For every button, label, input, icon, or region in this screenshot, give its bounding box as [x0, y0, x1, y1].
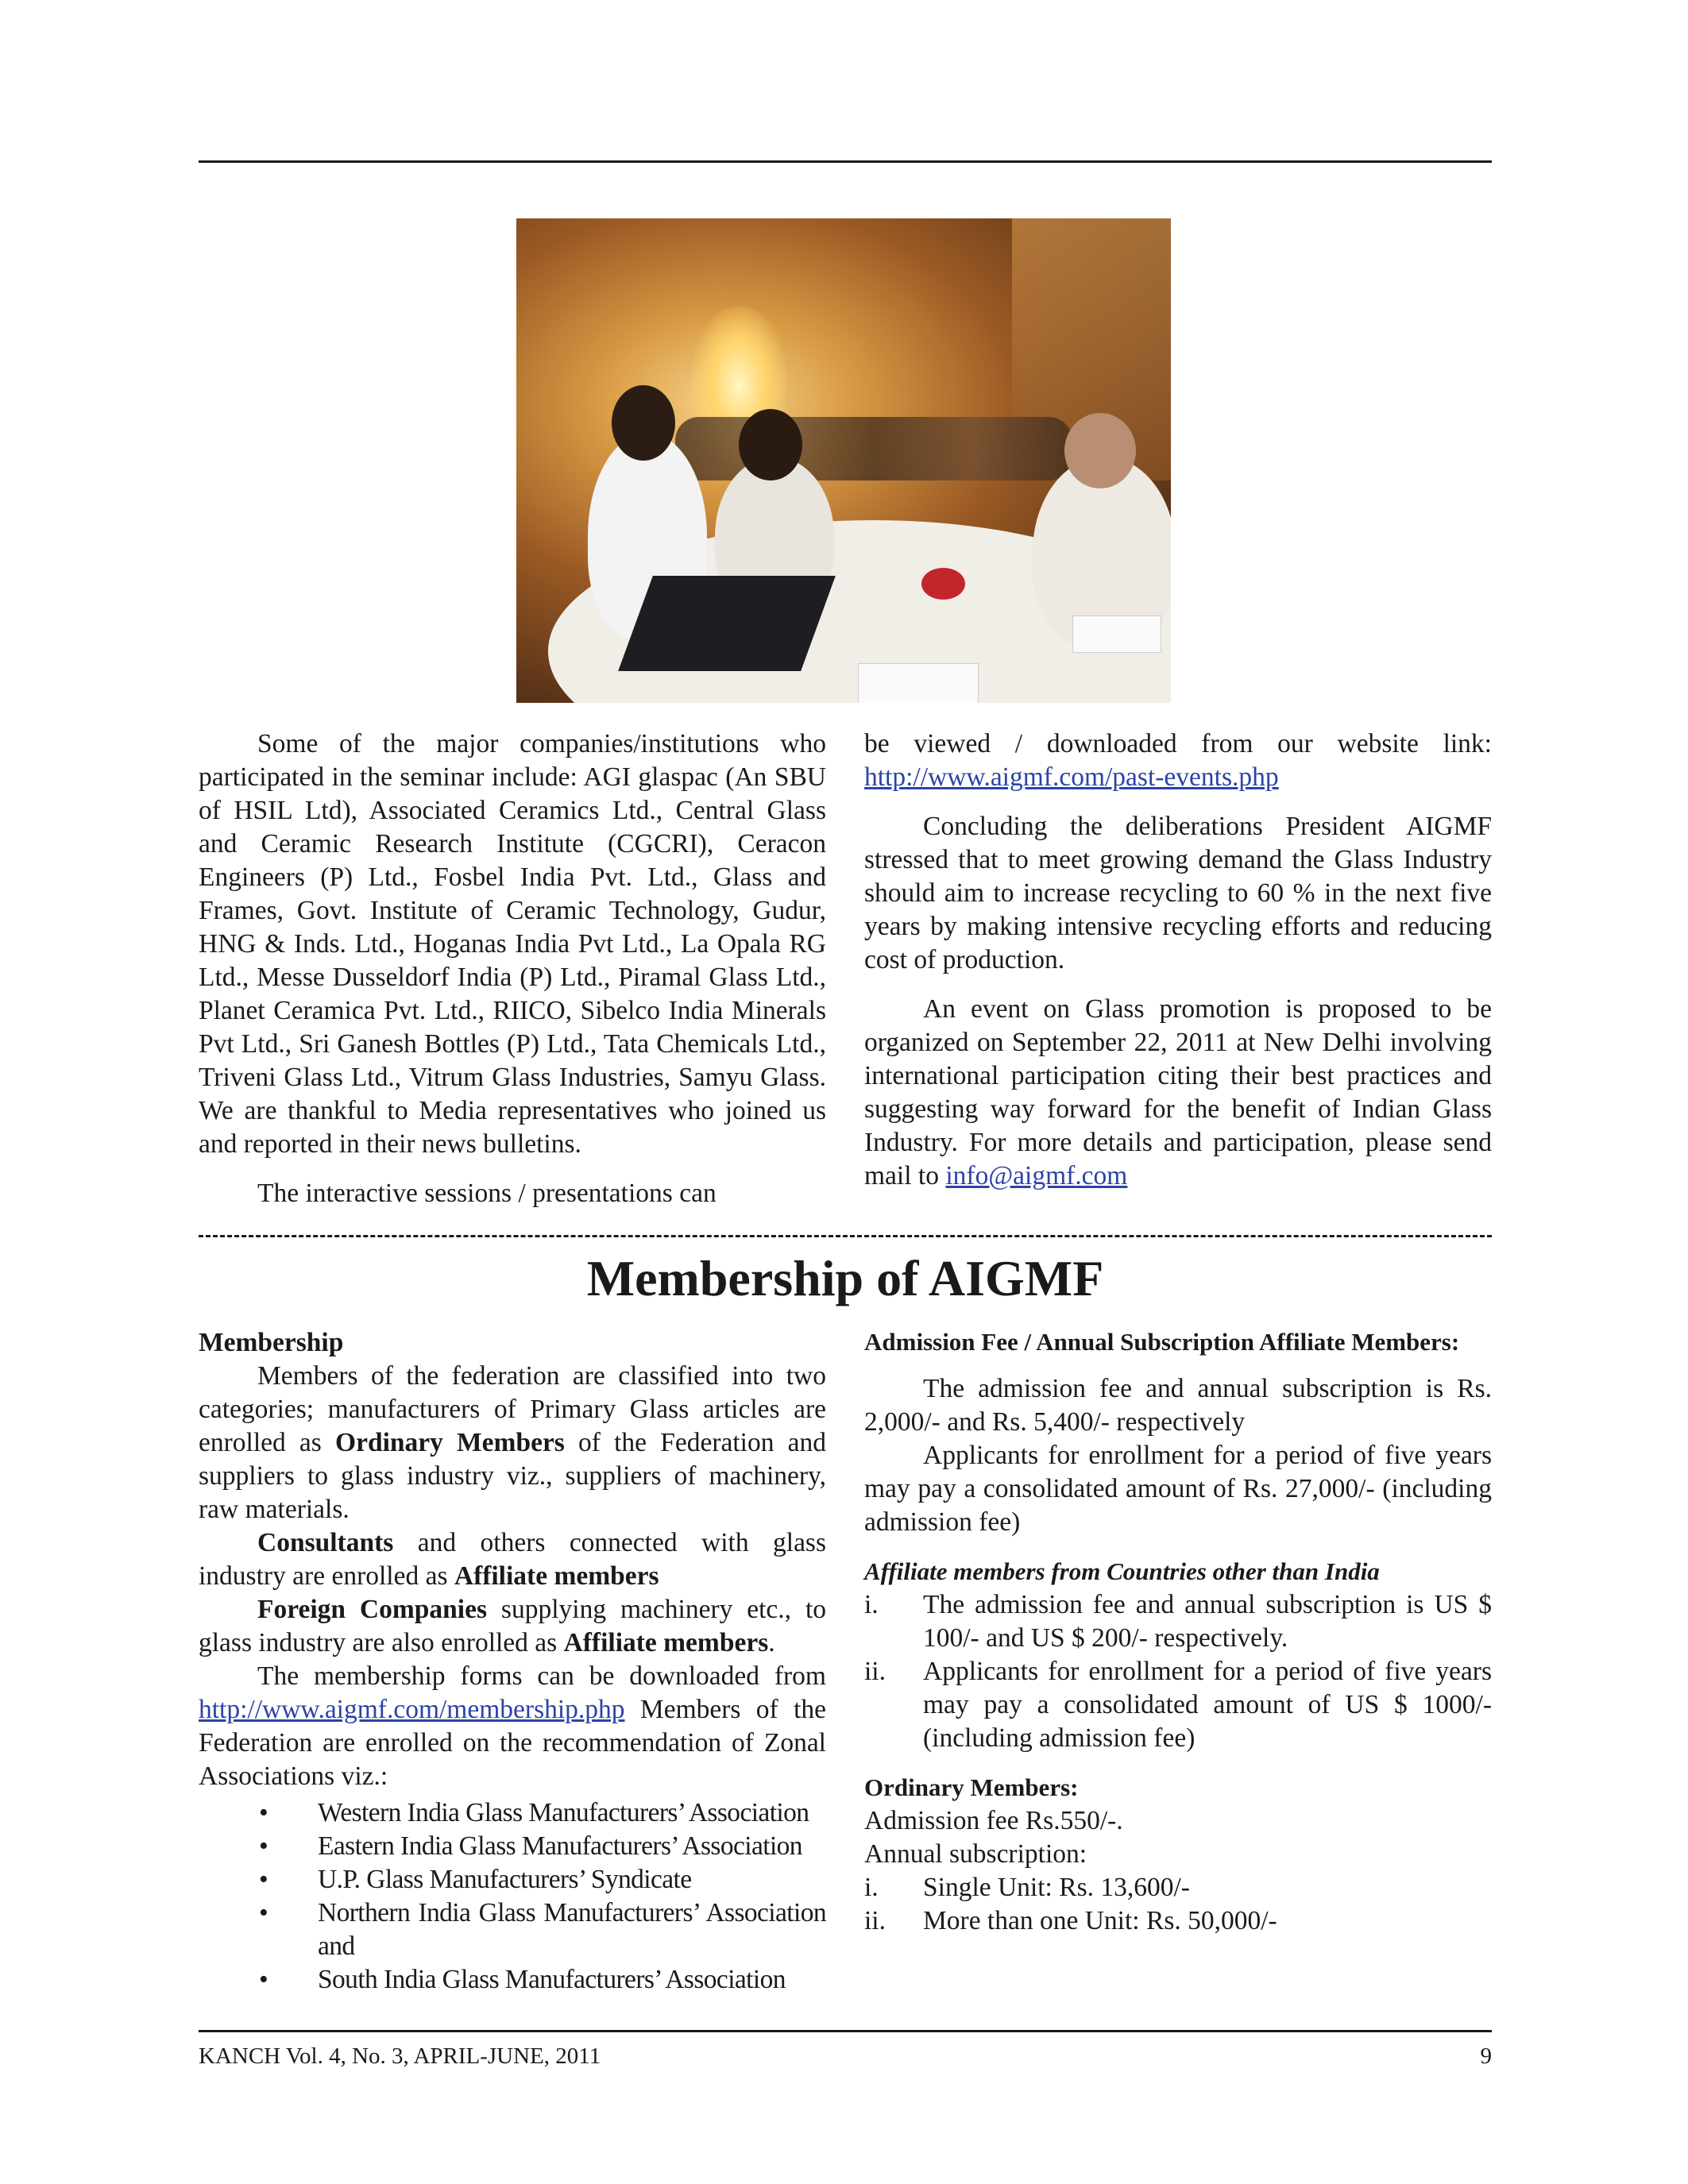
footer-publication: KANCH Vol. 4, No. 3, APRIL-JUNE, 2011 — [199, 2043, 601, 2069]
fees-paragraph-2: Applicants for enrollment for a period of five years may pay a consolidated amount of Rs. 27,000/- (including admission fee) — [864, 1441, 1492, 1537]
top-rule — [199, 160, 1492, 163]
info-email-link[interactable]: info@aigmf.com — [945, 1161, 1128, 1190]
seminar-photo — [516, 218, 1171, 703]
membership-paragraph-4: The membership forms can be downloaded from http://www.aigmf.com/membership.php Members of the Federation are enrolled on the recommendation of Zonal Associations viz.: — [199, 1661, 827, 1791]
sessions-paragraph-continued: be viewed / downloaded from our website link: http://www.aigmf.com/past-events.php — [864, 729, 1492, 792]
list-item: • South India Glass Manufacturers’ Association — [199, 1963, 826, 1997]
bullet-icon: • — [259, 1965, 268, 1994]
zonal-associations-list — [199, 1796, 826, 1997]
left-top-column — [199, 727, 826, 1210]
bullet-icon: • — [259, 1898, 268, 1927]
bottom-rule — [199, 2030, 1492, 2032]
list-item: • U.P. Glass Manufacturers’ Syndicate — [199, 1863, 826, 1897]
event-paragraph: An event on Glass promotion is proposed to be organized on September 22, 2011 at New Delhi involving international participation citing their best practices and suggesting way forward for the benefit of Indian Glass Industry. For more details and participation, please send mail to info@aigmf.com — [864, 994, 1492, 1190]
foreign-heading: Affiliate members from Countries other than India — [864, 1557, 1380, 1585]
list-item: • Northern India Glass Manufacturers’ Association and — [259, 1898, 826, 1961]
membership-heading: Membership — [199, 1328, 344, 1357]
sessions-paragraph-start: The interactive sessions / presentations can — [257, 1179, 717, 1208]
membership-paragraph-2: Consultants and others connected with glass industry are enrolled as Affiliate members — [199, 1528, 827, 1591]
list-item: • Western India Glass Manufacturers’ Association — [199, 1796, 826, 1830]
membership-paragraph-1: Members of the federation are classified into two categories; manufacturers of Primary Glass articles are enrolled as Ordinary Members of the Federation and suppliers to glass industry viz., suppliers of machinery, raw materials. — [199, 1361, 826, 1524]
section-divider — [199, 1235, 1492, 1237]
page-number: 9 — [1480, 2043, 1492, 2069]
bullet-icon: • — [259, 1798, 268, 1827]
list-item: i. Single Unit: Rs. 13,600/- — [864, 1873, 1190, 1902]
ordinary-heading: Ordinary Members: — [864, 1773, 1079, 1801]
ordinary-fees-list — [864, 1871, 1492, 1938]
section-title: Membership of AIGMF — [586, 1250, 1104, 1306]
ordinary-admission: Admission fee Rs.550/-. — [864, 1806, 1123, 1835]
list-item: i. The admission fee and annual subscription is US $ 100/- and US $ 200/- respectively. — [864, 1590, 1492, 1653]
fees-paragraph-1: The admission fee and annual subscription is Rs. 2,000/- and Rs. 5,400/- respectively — [864, 1374, 1492, 1437]
fees-column — [864, 1326, 1492, 1938]
right-top-column — [864, 727, 1492, 1193]
bullet-icon: • — [259, 1831, 268, 1861]
membership-column — [199, 1326, 826, 1997]
participants-paragraph: Some of the major companies/institutions who participated in the seminar include: AGI glaspac (An SBU of HSIL Ltd), Associated Ceramics Ltd., Central Glass and Ceramic Research Institute (CGCRI), Ceracon Engineers (P) Ltd., Fosbel India Pvt. Ltd., Glass and Frames, Govt. Institute of Ceramic Technology, Gudur, HNG & Inds. Ltd., Hoganas India Pvt Ltd., La Opala RG Ltd., Messe Dusseldorf India (P) Ltd., Piramal Glass Ltd., Planet Ceramica Pvt. Ltd., RIICO, Sibelco India Minerals Pvt Ltd., Sri Ganesh Bottles (P) Ltd., Tata Chemicals Ltd., Triveni Glass Ltd., Vitrum Glass Industries, Samyu Glass. We are thankful to Media representatives who joined us and reported in their news bulletins. — [199, 729, 826, 1159]
list-item: ii. More than one Unit: Rs. 50,000/- — [864, 1906, 1277, 1935]
past-events-link[interactable]: http://www.aigmf.com/past-events.php — [864, 762, 1279, 792]
foreign-fees-list — [864, 1588, 1492, 1755]
ordinary-annual: Annual subscription: — [864, 1839, 1087, 1869]
fees-heading: Admission Fee / Annual Subscription Affiliate Members: — [864, 1328, 1460, 1356]
conclusion-paragraph: Concluding the deliberations President AIGMF stressed that to meet growing demand the Glass Industry should aim to increase recycling to 60 % in the next five years by making intensive recycling efforts and reducing cost of production. — [864, 812, 1492, 974]
bullet-icon: • — [259, 1865, 268, 1894]
membership-link[interactable]: http://www.aigmf.com/membership.php — [199, 1695, 625, 1724]
list-item: • Eastern India Glass Manufacturers’ Association — [199, 1830, 826, 1863]
list-item: ii. Applicants for enrollment for a period of five years may pay a consolidated amount of US $ 1000/- (including admission fee) — [864, 1657, 1492, 1753]
membership-paragraph-3: Foreign Companies supplying machinery etc., to glass industry are also enrolled as Affiliate members. — [199, 1595, 827, 1657]
